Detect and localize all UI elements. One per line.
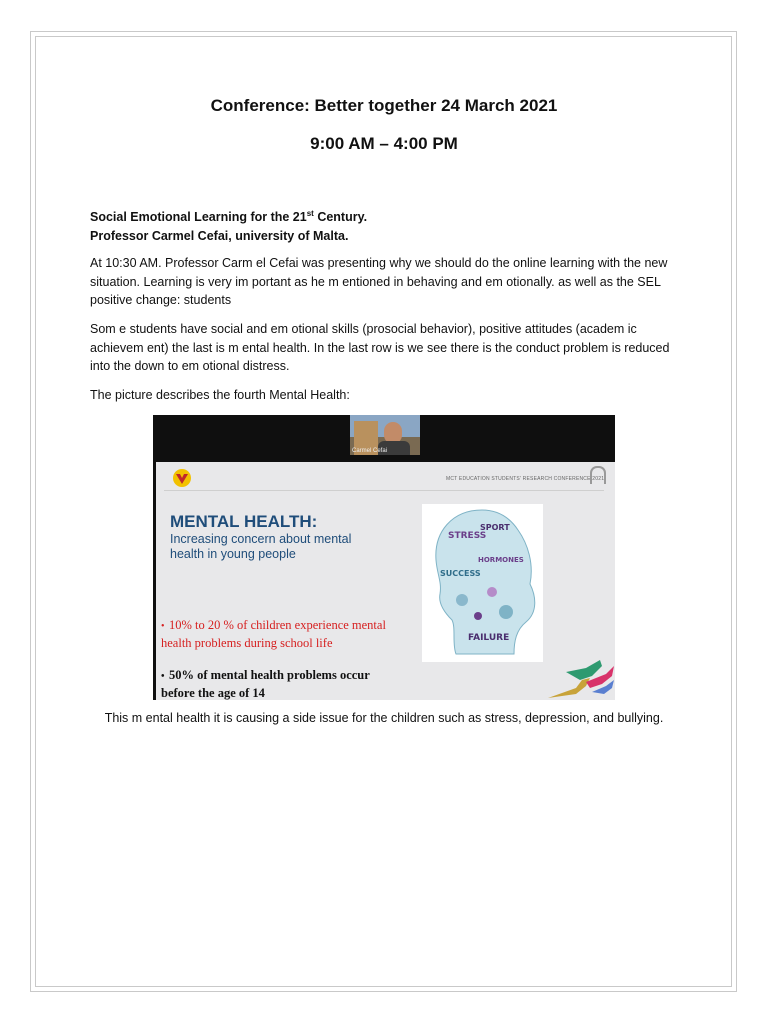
slide-screenshot (153, 415, 615, 700)
paragraph-2: Som e students have social and em otional skills (prosocial behavior), positive attitudes (academ ic achievem ent) the last is m ental health. In the last row is we see there is the conduct problem is reduced into the down to em otional distress. (90, 322, 670, 373)
document-time: 9:00 AM – 4:00 PM (310, 134, 458, 153)
slide-heading: MENTAL HEALTH: (170, 512, 318, 531)
slide-header-divider (164, 490, 604, 491)
head-word-failure: FAILURE (468, 633, 510, 643)
image-caption: This m ental health it is causing a side issue for the children such as stress, depression, and bullying. (104, 711, 664, 725)
intro-line-2: Professor Carmel Cefai, university of Malta. (90, 228, 349, 243)
head-word-hormones: HORMONES (478, 556, 524, 564)
hands-logo-icon (546, 658, 615, 700)
head-word-success: SUCCESS (440, 569, 481, 578)
head-illustration-icon (422, 504, 543, 662)
arch-icon (590, 466, 606, 484)
slide-subheading: Increasing concern about mental health in young people (170, 532, 352, 561)
paragraph-1: At 10:30 AM. Professor Carm el Cefai was presenting why we should do the online learning with the new situation. Learning is very im portant as he m entioned in behaving and em otionally. as well as the SEL positive change: students (90, 256, 668, 307)
presenter-camera (350, 415, 420, 455)
slide-body (156, 462, 615, 700)
intro-block (90, 205, 670, 245)
slide-bullet-1: • 10% to 20 % of children experience mental health problems during school life (161, 618, 386, 650)
camera-caption: Carmel Cefai (352, 448, 388, 454)
university-logo-icon (172, 468, 192, 488)
document-title: Conference: Better together 24 March 2021 (210, 96, 558, 115)
head-word-sport: SPORT (480, 523, 510, 532)
head-word-stress: STRESS (448, 531, 487, 541)
conference-label: MCT EDUCATION STUDENTS' RESEARCH CONFERENCE 2021 (446, 476, 605, 482)
slide-bullet-2: • 50% of mental health problems occur before the age of 14 (161, 668, 370, 700)
paragraph-3: The picture describes the fourth Mental Health: (90, 388, 350, 402)
intro-line-1: Social Emotional Learning for the 21st Century. (90, 209, 368, 225)
